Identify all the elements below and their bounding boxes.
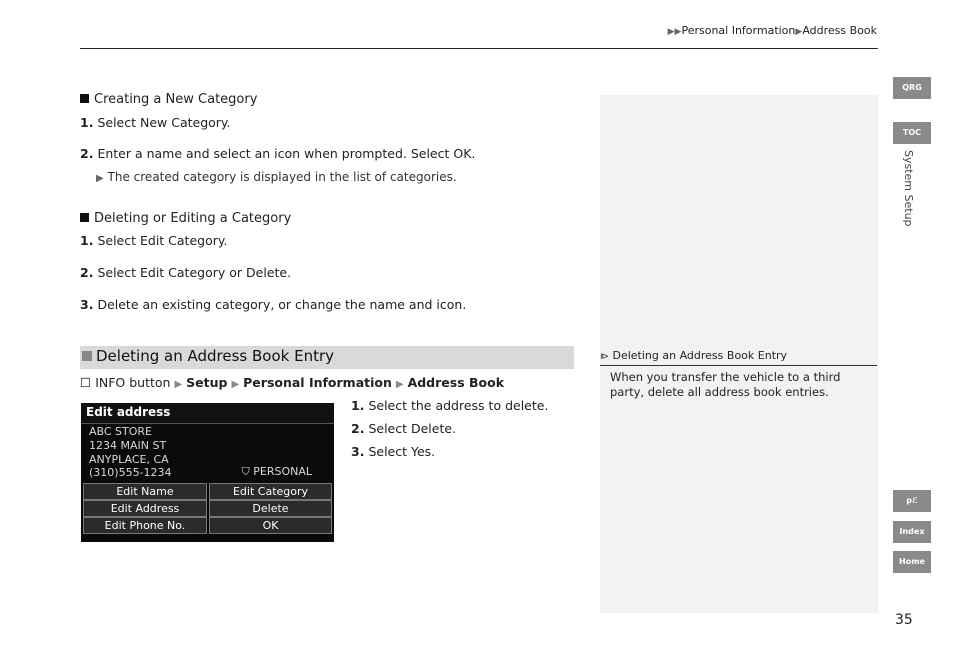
edit-address-button[interactable]: Edit Address xyxy=(83,500,207,517)
creating-step-1: 1. Select New Category. xyxy=(80,115,231,130)
side-note-title: ⧐ Deleting an Address Book Entry xyxy=(600,349,877,366)
square-bullet-icon xyxy=(80,94,89,103)
breadcrumb-address-book[interactable]: Address Book xyxy=(802,24,877,37)
qrg-tab[interactable]: QRG xyxy=(893,77,931,99)
toc-tab[interactable]: TOC xyxy=(893,122,931,144)
screen-category-tag: ⛉ PERSONAL xyxy=(241,465,312,478)
result-arrow-icon: ▶ xyxy=(96,173,104,184)
header-rule xyxy=(80,48,878,49)
ok-button[interactable]: OK xyxy=(209,517,332,534)
screen-address-street: 1234 MAIN ST xyxy=(89,439,167,452)
screen-header: Edit address xyxy=(81,403,334,424)
edit-phone-button[interactable]: Edit Phone No. xyxy=(83,517,207,534)
menu-path: ☐ INFO button ▶ Setup ▶ Personal Information ▶ Address Book xyxy=(80,375,505,390)
voice-tab[interactable] xyxy=(893,490,931,512)
side-note-text: When you transfer the vehicle to a third party, delete all address book entries. xyxy=(610,370,841,399)
home-tab[interactable]: Home xyxy=(893,551,931,573)
page-number: 35 xyxy=(895,612,913,628)
deleting-step-3: 3. Delete an existing category, or change the name and icon. xyxy=(80,297,467,312)
breadcrumb xyxy=(668,24,877,37)
section-vertical-label: System Setup xyxy=(902,150,915,227)
deleting-step-2: 2. Select Edit Category or Delete. xyxy=(80,265,292,280)
note-arrow-icon: ⧐ xyxy=(600,352,609,362)
category-icon: ⛉ xyxy=(241,465,250,478)
delete-entry-step-1: 1. Select the address to delete. xyxy=(351,398,549,413)
screen-address-city: ANYPLACE, CA xyxy=(89,453,169,466)
screen-address-name: ABC STORE xyxy=(89,425,153,438)
info-button-icon: ☐ xyxy=(80,375,92,390)
screen-address-phone: (310)555-1234 xyxy=(89,466,172,479)
delete-entry-step-3: 3. Select Yes. xyxy=(351,444,436,459)
index-tab[interactable]: Index xyxy=(893,521,931,543)
creating-step-2-result: ▶ The created category is displayed in the list of categories. xyxy=(96,170,457,184)
triangle-icon: ▶ xyxy=(174,379,183,390)
edit-address-screen xyxy=(81,403,334,542)
square-bullet-icon xyxy=(80,213,89,222)
triangle-icon: ▶ xyxy=(395,379,404,390)
square-bullet-icon xyxy=(82,351,92,361)
delete-entry-step-2: 2. Select Delete. xyxy=(351,421,457,436)
breadcrumb-personal-information[interactable]: Personal Information xyxy=(681,24,796,37)
voice-command-icon: pℰ xyxy=(906,496,918,505)
triangle-icon: ▶ xyxy=(231,379,240,390)
creating-step-2: 2. Enter a name and select an icon when prompted. Select OK. xyxy=(80,146,476,161)
section-title: Deleting an Address Book Entry xyxy=(82,347,334,365)
edit-name-button[interactable]: Edit Name xyxy=(83,483,207,500)
triangle-icon: ▶▶ xyxy=(667,27,682,37)
triangle-icon: ▶ xyxy=(795,27,803,37)
edit-category-button[interactable]: Edit Category xyxy=(209,483,332,500)
deleting-step-1: 1. Select Edit Category. xyxy=(80,233,228,248)
deleting-editing-heading: Deleting or Editing a Category xyxy=(80,211,291,226)
creating-category-heading: Creating a New Category xyxy=(80,92,257,107)
delete-button[interactable]: Delete xyxy=(209,500,332,517)
